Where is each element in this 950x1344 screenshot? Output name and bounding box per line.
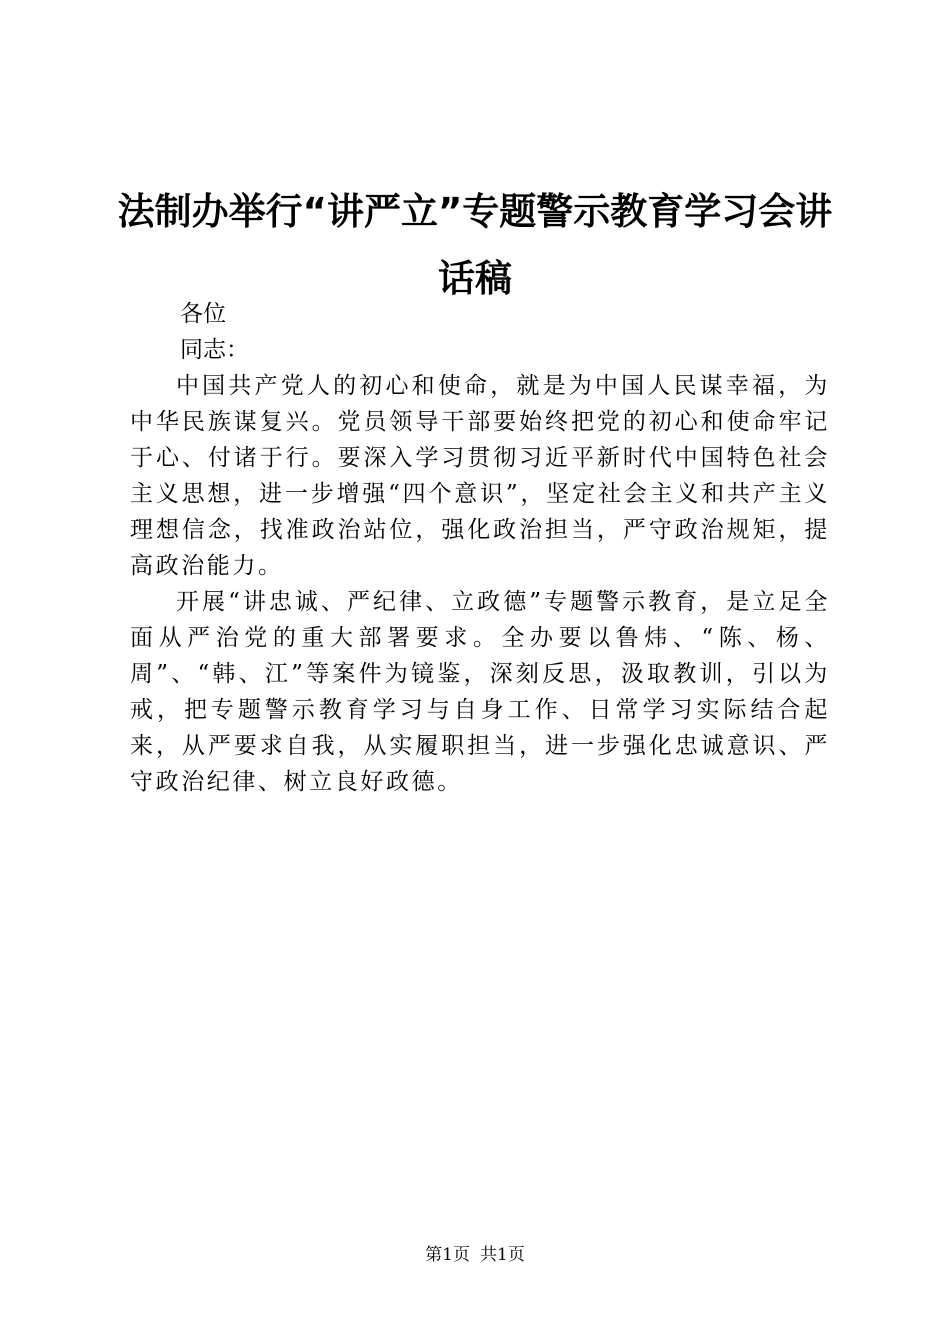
body-paragraph-1: 中国共产党人的初心和使命，就是为中国人民谋幸福，为中华民族谋复兴。党员领导干部要始终把党的初心和使命牢记于心、付诸于行。要深入学习贯彻习近平新时代中国特色社会主义思想，进一步增强“四个意识”，坚定社会主义和共产主义理想信念，找准政治站位，强化政治担当，严守政治规矩，提高政治能力。 [130, 373, 830, 579]
salutation-line-1: 各位 [180, 301, 226, 327]
salutation-line-2: 同志： [180, 337, 249, 363]
page-number-total: 共1页 [480, 1245, 525, 1265]
page-footer [0, 1244, 950, 1266]
page-number-current: 第1页 [425, 1245, 470, 1265]
document-body [130, 296, 830, 800]
body-paragraph-2: 开展“讲忠诚、严纪律、立政德”专题警示教育，是立足全面从严治党的重大部署要求。全办要以鲁炜、“陈、杨、周”、“韩、江”等案件为镜鉴，深刻反思，汲取教训，引以为戒，把专题警示教育学习与自身工作、日常学习实际结合起来，从严要求自我，从实履职担当，进一步强化忠诚意识、严守政治纪律、树立良好政德。 [130, 589, 830, 795]
document-title: 法制办举行“讲严立”专题警示教育学习会讲话稿 [117, 190, 833, 300]
